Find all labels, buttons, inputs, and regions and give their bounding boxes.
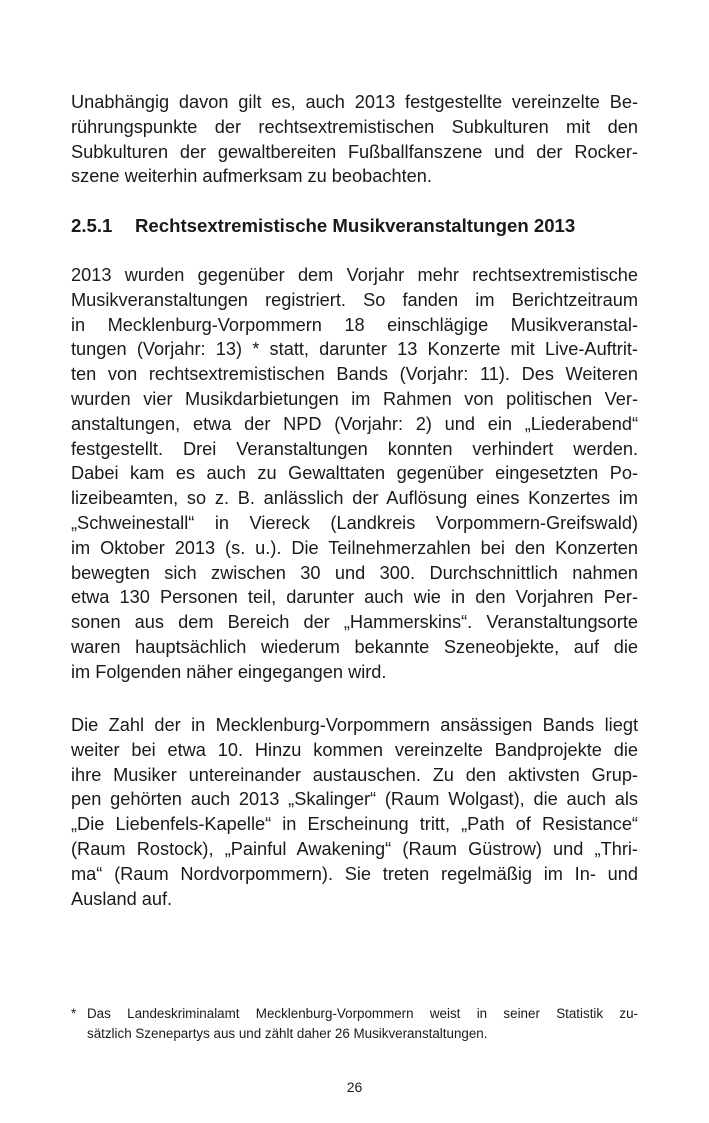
section-title: Rechtsextremistische Musikveranstaltungen 2013 — [135, 215, 576, 236]
paragraph-line: waren hauptsächlich wiederum bekannte Szeneobjekte, auf die — [71, 636, 638, 657]
paragraph-line: weiter bei etwa 10. Hinzu kommen vereinzelte Bandprojekte die — [71, 739, 638, 760]
paragraph-line: Ausland auf. — [71, 888, 173, 909]
section-number: 2.5.1 — [71, 215, 113, 236]
paragraph-line: Unabhängig davon gilt es, auch 2013 festgestellte vereinzelte Be- — [71, 92, 638, 112]
footnote-text — [87, 1004, 638, 1044]
paragraph-line: tungen (Vorjahr: 13) * statt, darunter 13 Konzerte mit Live-Auftrit- — [71, 339, 638, 360]
paragraph-line: Die Zahl der in Mecklenburg-Vorpommern ansässigen Bands liegt — [71, 715, 638, 735]
paragraph-line: „Schweinestall“ in Viereck (Landkreis Vorpommern-Greifswald) — [71, 512, 638, 533]
paragraph-line: etwa 130 Personen teil, darunter auch wie in den Vorjahren Per- — [71, 587, 638, 608]
paragraph-line: ma“ (Raum Nordvorpommern). Sie treten regelmäßig im In- und — [71, 863, 638, 884]
paragraph-line: ihre Musiker untereinander austauschen. Zu den aktivsten Grup- — [71, 764, 638, 785]
paragraph-line: szene weiterhin aufmerksam zu beobachten. — [71, 166, 432, 187]
paragraph-line: sonen aus dem Bereich der „Hammerskins“. Veranstaltungsorte — [71, 612, 638, 633]
paragraph-line: festgestellt. Drei Veranstaltungen konnten verhindert werden. — [71, 438, 638, 459]
footnote — [71, 1004, 638, 1044]
paragraph-line: im Oktober 2013 (s. u.). Die Teilnehmerzahlen bei den Konzerten — [71, 537, 638, 558]
section-heading — [71, 214, 638, 239]
paragraph-line: bewegten sich zwischen 30 und 300. Durchschnittlich nahmen — [71, 562, 638, 583]
paragraph-line: im Folgenden näher eingegangen wird. — [71, 661, 387, 682]
paragraph-line: ten von rechtsextremistischen Bands (Vorjahr: 11). Des Weiteren — [71, 364, 638, 385]
paragraph-line: anstaltungen, etwa der NPD (Vorjahr: 2) und ein „Liederabend“ — [71, 413, 638, 434]
footnote-line: sätzlich Szenepartys aus und zählt daher 26 Musikveranstaltungen. — [87, 1026, 488, 1041]
paragraph-line: rührungspunkte der rechtsextremistischen Subkulturen mit den — [71, 116, 638, 137]
intro-paragraph — [71, 90, 638, 189]
paragraph-line: (Raum Rostock), „Painful Awakening“ (Raum Güstrow) und „Thri- — [71, 838, 638, 859]
footnote-marker: * — [71, 1006, 77, 1021]
page-number: 26 — [346, 1079, 363, 1095]
bands-paragraph — [71, 713, 638, 911]
paragraph-line: in Mecklenburg-Vorpommern 18 einschlägige Musikveranstal- — [71, 314, 638, 335]
paragraph-line: wurden vier Musikdarbietungen im Rahmen von politischen Ver- — [71, 388, 638, 409]
paragraph-line: 2013 wurden gegenüber dem Vorjahr mehr rechtsextremistische — [71, 265, 638, 285]
paragraph-line: pen gehörten auch 2013 „Skalinger“ (Raum Wolgast), die auch als — [71, 789, 638, 810]
paragraph-line: Dabei kam es auch zu Gewalttaten gegenüber eingesetzten Po- — [71, 463, 638, 484]
paragraph-line: Musikveranstaltungen registriert. So fanden im Berichtzeitraum — [71, 289, 638, 310]
events-paragraph — [71, 263, 638, 685]
paragraph-line: „Die Liebenfels-Kapelle“ in Erscheinung tritt, „Path of Resistance“ — [71, 814, 638, 835]
paragraph-line: Subkulturen der gewaltbereiten Fußballfanszene und der Rocker- — [71, 141, 638, 162]
paragraph-line: lizeibeamten, so z. B. anlässlich der Auflösung eines Konzertes im — [71, 488, 638, 509]
footnote-line: Das Landeskriminalamt Mecklenburg-Vorpommern weist in seiner Statistik zu- — [87, 1006, 638, 1021]
